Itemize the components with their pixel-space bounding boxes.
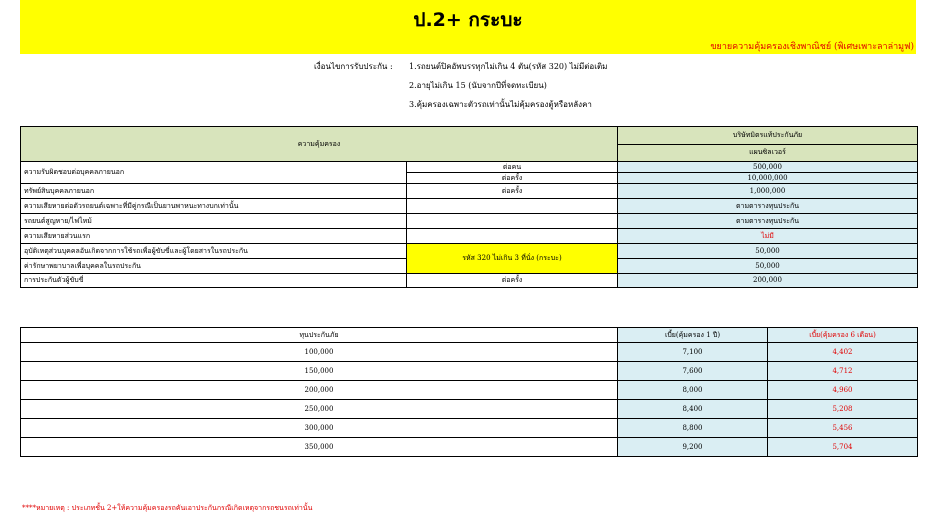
premium-6m-cell: 4,712 [768,362,918,381]
condition-item-1: 1.รถยนต์ปิคอัพบรรทุกไม่เกิน 4 ตัน(รหัส 320) ไม่มีต่อเติม [409,62,608,71]
sum-insured-cell: 200,000 [21,381,618,400]
sum-insured-cell: 100,000 [21,343,618,362]
unit-bail-bond: ต่อครั้ง [407,274,618,288]
premium-6m-cell: 5,456 [768,419,918,438]
page-title: ป.2+ กระบะ [413,9,523,31]
premium-table [20,327,918,457]
condition-item-2: 2.อายุไม่เกิน 15 (นับจากปีที่จดทะเบียน) [409,81,547,90]
footnote: ****หมายเหตุ : ประเภทชั้น 2+ให้ความคุ้มครองรถคันเอาประกันกรณีเกิดเหตุจากรถชนรถเท่านั้น [22,504,313,512]
premium-6m-cell: 5,208 [768,400,918,419]
premium-12m-cell: 8,000 [618,381,768,400]
sum-insured-cell: 250,000 [21,400,618,419]
empty-cell [407,229,618,244]
row-label-deductible: ความเสียหายส่วนแรก [21,229,407,244]
empty-cell [407,214,618,229]
premium-6m-cell: 5,704 [768,438,918,457]
insurer-header: บริษัทมิตรแท้ประกันภัย [618,127,918,145]
plan-name: แผนซิลเวอร์ [618,144,918,162]
premium-6m-cell: 4,960 [768,381,918,400]
col-header-premium-12m: เบี้ย(คุ้มครอง 1 ปี) [618,328,768,343]
unit-property: ต่อครั้ง [407,184,618,199]
premium-12m-cell: 7,100 [618,343,768,362]
premium-6m-cell: 4,402 [768,343,918,362]
coverage-table [20,126,918,288]
unit-per-person: ต่อคน [407,162,618,173]
col-header-premium-6m: เบี้ย(คุ้มครอง 6 เดือน) [768,328,918,343]
value-deductible: ไม่มี [618,229,918,244]
row-label-medical: ค่ารักษาพยาบาลเพื่อบุคคลในรถประกัน [21,259,407,274]
premium-12m-cell: 8,400 [618,400,768,419]
row-label-third-party-property: ทรัพย์สินบุคคลภายนอก [21,184,407,199]
seat-note: รหัส 320 ไม่เกิน 3 ที่นั่ง (กระบะ) [407,244,618,274]
value-theft-fire: ตามตารางทุนประกัน [618,214,918,229]
unit-per-accident: ต่อครั้ง [407,173,618,184]
value-per-accident: 10,000,000 [618,173,918,184]
row-label-bail-bond: การประกันตัวผู้ขับขี่ [21,274,407,288]
page-subtitle: ขยายความคุ้มครองเชิงพาณิชย์ (พิเศษเพาะลาล่ามูฟ) [710,42,914,52]
condition-item-3: 3.คุ้มครองเฉพาะตัวรถเท่านั้นไม่คุ้มครองตู้หรือหลังคา [409,100,592,109]
row-label-personal-accident: อุบัติเหตุส่วนบุคคลอันเกิดจากการใช้รถเพื่อผู้ขับขี่และผู้โดยสารในรถประกัน [21,244,407,259]
empty-cell [407,199,618,214]
table-row [21,419,918,438]
row-label-theft-fire: รถยนต์สูญหาย/ไฟไหม้ [21,214,407,229]
premium-12m-cell: 9,200 [618,438,768,457]
sum-insured-cell: 300,000 [21,419,618,438]
coverage-header: ความคุ้มครอง [21,127,618,162]
value-vehicle-damage: ตามตารางทุนประกัน [618,199,918,214]
table-row [21,400,918,419]
sum-insured-cell: 150,000 [21,362,618,381]
table-row [21,343,918,362]
sum-insured-cell: 350,000 [21,438,618,457]
premium-12m-cell: 8,800 [618,419,768,438]
table-row [21,362,918,381]
value-personal-accident: 50,000 [618,244,918,259]
value-per-person: 500,000 [618,162,918,173]
conditions-label: เงื่อนไขการรับประกัน : [314,62,393,71]
premium-12m-cell: 7,600 [618,362,768,381]
col-header-sum-insured: ทุนประกันภัย [21,328,618,343]
value-bail-bond: 200,000 [618,274,918,288]
table-row [21,381,918,400]
value-property: 1,000,000 [618,184,918,199]
row-label-third-party-liability: ความรับผิดชอบต่อบุคคลภายนอก [21,162,407,184]
row-label-vehicle-damage: ความเสียหายต่อตัวรถยนต์เฉพาะที่มีคู่กรณีเป็นยานพาหนะทางบกเท่านั้น [21,199,407,214]
table-row [21,438,918,457]
value-medical: 50,000 [618,259,918,274]
